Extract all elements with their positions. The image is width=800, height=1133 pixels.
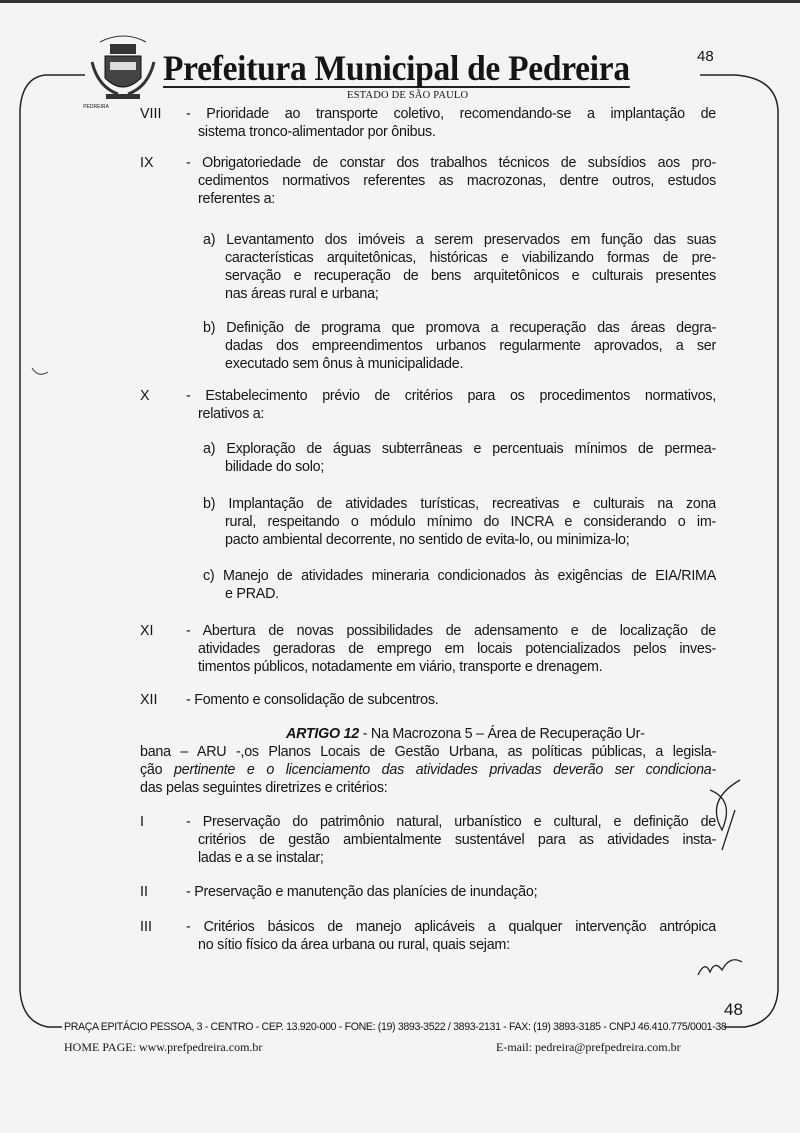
item-line: - Preservação e manutenção das planícies de inundação;: [186, 884, 538, 900]
item-numeral: III: [140, 919, 152, 935]
municipal-crest-icon: [88, 32, 158, 104]
artigo-line-2: bana – ARU -,os Planos Locais de Gestão Urbana, as políticas públicas, a legisla-: [140, 744, 716, 760]
footer-address: PRAÇA EPITÁCIO PESSOA, 3 - CENTRO - CEP. 13.920-000 - FONE: (19) 3893-3522 / 3893-2131 - FAX: (19) 3893-3185 - CNPJ 46.410.775/0001-38: [64, 1021, 727, 1033]
item-line: - Estabelecimento prévio de critérios para os procedimentos normativos,: [186, 388, 716, 404]
item-line: referentes a:: [198, 191, 276, 207]
item-line: cedimentos normativos referentes as macrozonas, dentre outros, estudos: [198, 173, 716, 189]
item-numeral: IX: [140, 155, 154, 171]
artigo-line-3: [140, 762, 716, 779]
item-line: - Obrigatoriedade de constar dos trabalhos técnicos de subsídios aos pro-: [186, 155, 716, 171]
sub-item-line: nas áreas rural e urbana;: [225, 286, 379, 302]
item-line: - Fomento e consolidação de subcentros.: [186, 692, 439, 708]
sub-item-line: e PRAD.: [225, 586, 279, 602]
footer-homepage: HOME PAGE: www.prefpedreira.com.br: [64, 1040, 263, 1054]
item-line: - Prioridade ao transporte coletivo, recomendando-se a implantação de: [186, 106, 716, 122]
artigo-text: - Na Macrozona 5 – Área de Recuperação Ur-: [358, 726, 645, 742]
item-numeral: XII: [140, 692, 158, 708]
item-line: sistema tronco-alimentador por ônibus.: [198, 124, 436, 140]
item-line: relativos a:: [198, 406, 265, 422]
sub-item-line: b) Definição de programa que promova a recuperação das áreas degra-: [203, 320, 716, 336]
item-line: atividades geradoras de emprego em locais potencializados pelos inves-: [198, 641, 716, 657]
header-subtitle: ESTADO DE SÃO PAULO: [347, 90, 469, 101]
sub-item-line: dadas dos empreendimentos urbanos regularmente aprovados, a ser: [225, 338, 716, 354]
item-line: - Abertura de novas possibilidades de adensamento e de localização de: [186, 623, 716, 639]
artigo-line-4: das pelas seguintes diretrizes e critérios:: [140, 780, 388, 796]
crest-text: PEDREIRA: [83, 104, 109, 110]
sub-item-line: pacto ambiental decorrente, no sentido de evita-lo, ou minimiza-lo;: [225, 532, 630, 548]
artigo-line-1: [286, 726, 645, 743]
artigo-italic-text: pertinente e o licenciamento das atividades privadas deverão ser condiciona-: [174, 762, 716, 778]
item-line: - Critérios básicos de manejo aplicáveis a qualquer intervenção antrópica: [186, 919, 716, 935]
page-number: 48: [697, 48, 714, 65]
item-numeral: I: [140, 814, 144, 830]
sub-item-line: características arquitetônicas, históricas e viabilizando formas de pre-: [225, 250, 716, 266]
item-line: ladas e a se instalar;: [198, 850, 324, 866]
item-line: timentos públicos, notadamente em viário, transporte e drenagem.: [198, 659, 603, 675]
artigo-text: ção: [140, 762, 175, 778]
footer-page-number: 48: [724, 1000, 743, 1019]
sub-item-line: a) Exploração de águas subterrâneas e percentuais mínimos de permea-: [203, 441, 716, 457]
signature-rubric: [698, 960, 742, 975]
sub-item-line: a) Levantamento dos imóveis a serem preservados em função das suas: [203, 232, 716, 248]
sub-item-line: c) Manejo de atividades mineraria condicionados às exigências de EIA/RIMA: [203, 568, 716, 584]
page-title: Prefeitura Municipal de Pedreira: [163, 48, 630, 88]
sub-item-line: rural, respeitando o módulo mínimo do INCRA e considerando o im-: [225, 514, 716, 530]
item-line: - Preservação do patrimônio natural, urbanístico e cultural, e definição de: [186, 814, 716, 830]
item-numeral: X: [140, 388, 150, 404]
artigo-heading: ARTIGO 12: [286, 726, 359, 742]
item-numeral: VIII: [140, 106, 162, 122]
footer-email: E-mail: pedreira@prefpedreira.com.br: [496, 1040, 681, 1054]
sub-item-line: bilidade do solo;: [225, 459, 325, 475]
sub-item-line: b) Implantação de atividades turísticas, recreativas e culturais na zona: [203, 496, 716, 512]
item-numeral: II: [140, 884, 148, 900]
sub-item-line: servação e recuperação de bens arquitetônicos e culturais presentes: [225, 268, 716, 284]
item-line: critérios de gestão ambientalmente sustentável para as atividades insta-: [198, 832, 716, 848]
sub-item-line: executado sem ônus à municipalidade.: [225, 356, 464, 372]
item-numeral: XI: [140, 623, 154, 639]
item-line: no sítio físico da área urbana ou rural, quais sejam:: [198, 937, 510, 953]
